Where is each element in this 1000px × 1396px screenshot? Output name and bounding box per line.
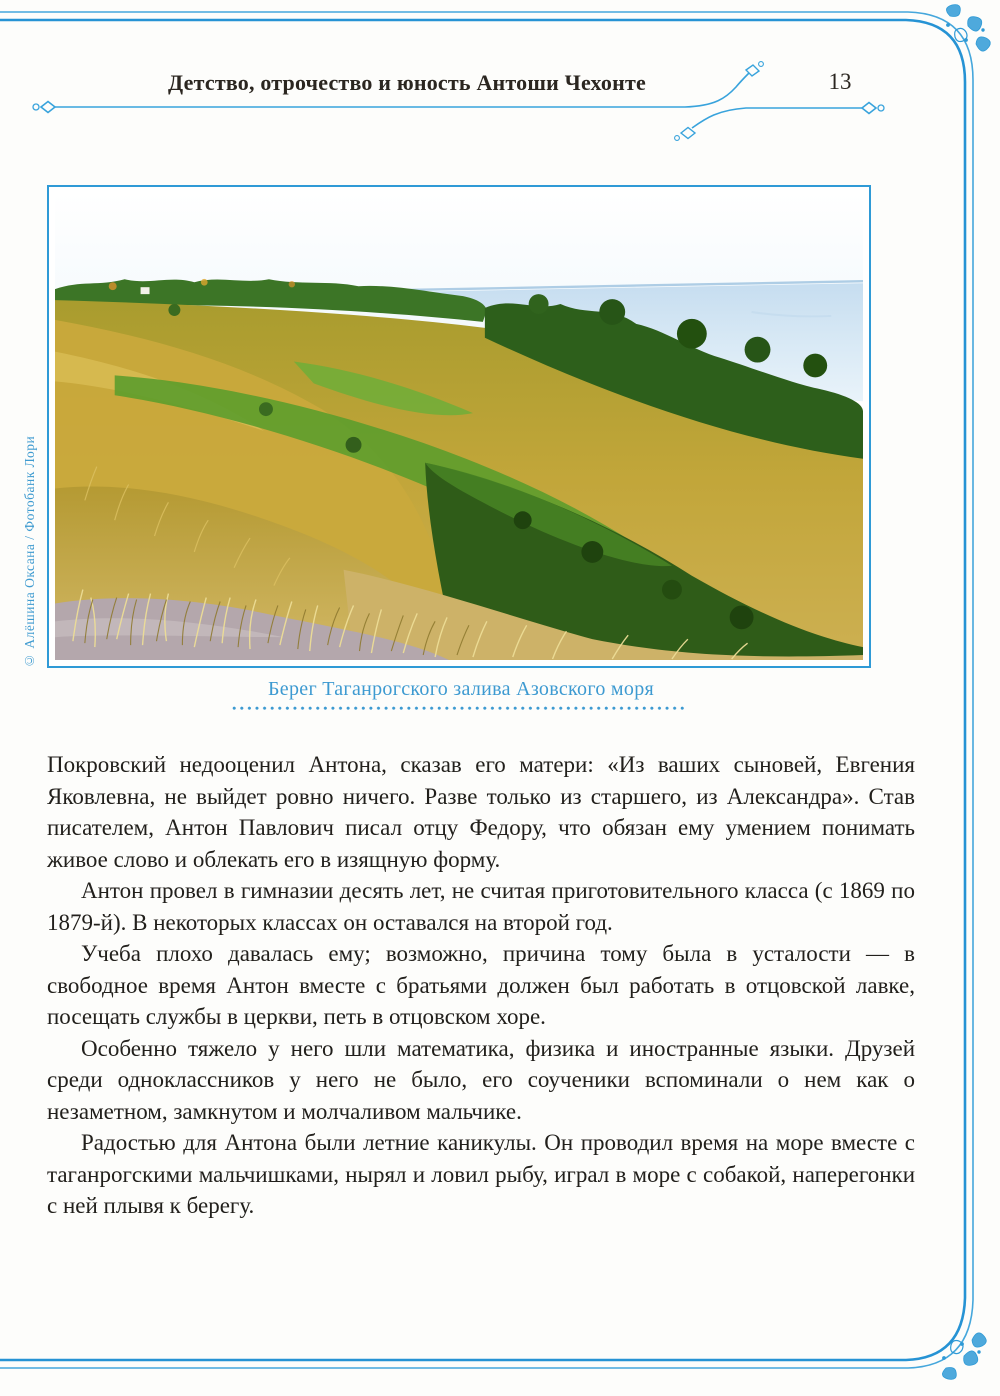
running-title: Детство, отрочество и юность Антоши Чехонте (168, 70, 646, 95)
page-number: 13 (828, 69, 852, 94)
header-rule-ornament (30, 58, 890, 143)
photo-credit: © Алёшина Оксана / Фотобанк Лори (22, 435, 37, 668)
paragraph: Антон провел в гимназии десять лет, не считая приготовительного класса (с 1869 по 1879-й). В некоторых классах он оставался на второй год. (47, 878, 915, 935)
paragraph: Радостью для Антона были летние каникулы. Он проводил время на море вместе с таганрогскими мальчишками, нырял и ловил рыбу, играл в море с собакой, наперегонки с ней плывя к берегу. (47, 1130, 915, 1218)
paragraph: Особенно тяжело у него шли математика, физика и иностранные языки. Друзей среди одноклассников у него не было, его соученики вспоминали о нем как о незаметном, замкнутом и молчаливом мальчике. (47, 1035, 915, 1124)
landscape-photo (55, 193, 863, 660)
photo-caption: Берег Таганрогского залива Азовского моря (268, 678, 654, 700)
corner-ornament-top-right (946, 5, 990, 51)
body-text (47, 749, 915, 1222)
caption-dotted-rule (232, 706, 688, 711)
paragraph: Покровский недооценил Антона, сказав его матери: «Из ваших сыновей, Евгения Яковлевна, не выйдет ровно ничего. Разве только из старшего, из Александра». Став писателем, Антон Павлович писал отцу Федору, что обязан ему умением понимать живое слово и облекать его в изящную форму. (47, 752, 915, 872)
paragraph: Учеба плохо давалась ему; возможно, причина тому была в усталости — в свободное время Антон вместе с братьями должен был работать в отцовской лавке, посещать службы в церкви, петь в отцовском хоре. (47, 941, 915, 1029)
photo-frame (47, 185, 871, 668)
